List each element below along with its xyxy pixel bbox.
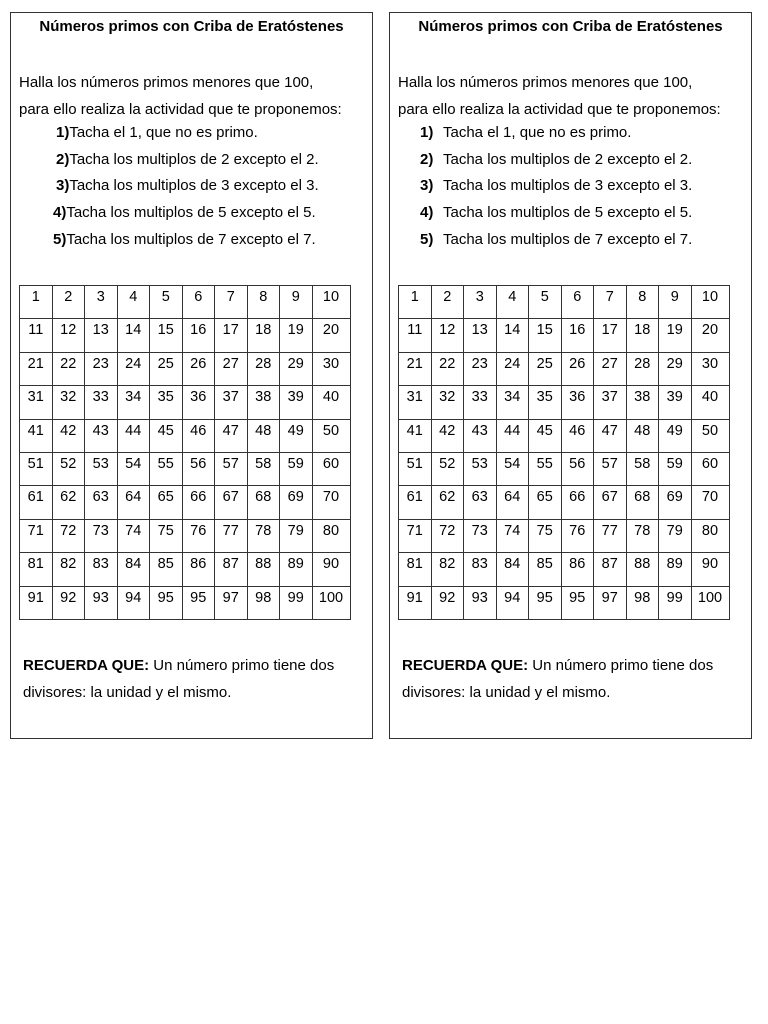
grid-cell[interactable]: 94 xyxy=(496,586,529,619)
grid-cell[interactable]: 40 xyxy=(691,386,729,419)
grid-cell[interactable]: 36 xyxy=(182,386,215,419)
step-item xyxy=(398,147,692,174)
grid-cell[interactable]: 58 xyxy=(626,452,659,485)
number-grid xyxy=(19,285,351,620)
worksheet-title: Números primos con Criba de Eratóstenes xyxy=(418,18,723,35)
grid-cell[interactable]: 4 xyxy=(496,286,529,319)
grid-cell[interactable]: 100 xyxy=(691,586,729,619)
grid-cell[interactable]: 80 xyxy=(312,519,350,552)
grid-cell[interactable]: 67 xyxy=(594,486,627,519)
grid-cell[interactable]: 7 xyxy=(215,286,248,319)
grid-cell[interactable]: 65 xyxy=(150,486,183,519)
grid-row xyxy=(399,319,730,352)
grid-cell[interactable]: 51 xyxy=(399,452,432,485)
grid-cell[interactable]: 13 xyxy=(85,319,118,352)
grid-cell[interactable]: 66 xyxy=(182,486,215,519)
grid-cell[interactable]: 32 xyxy=(52,386,85,419)
worksheet-title: Números primos con Criba de Eratóstenes xyxy=(39,18,344,35)
grid-cell[interactable]: 46 xyxy=(182,419,215,452)
grid-cell[interactable]: 42 xyxy=(431,419,464,452)
step-item xyxy=(19,173,319,200)
grid-cell[interactable]: 56 xyxy=(182,452,215,485)
grid-cell[interactable]: 70 xyxy=(691,486,729,519)
grid-cell[interactable]: 14 xyxy=(496,319,529,352)
grid-cell[interactable]: 72 xyxy=(431,519,464,552)
reminder-note xyxy=(23,652,364,706)
grid-cell[interactable]: 37 xyxy=(594,386,627,419)
grid-cell[interactable]: 33 xyxy=(85,386,118,419)
grid-cell[interactable]: 2 xyxy=(431,286,464,319)
grid-cell[interactable]: 65 xyxy=(529,486,562,519)
grid-cell[interactable]: 97 xyxy=(215,586,248,619)
grid-row xyxy=(399,286,730,319)
grid-cell[interactable]: 24 xyxy=(496,352,529,385)
step-number: 5) xyxy=(420,230,434,248)
grid-cell[interactable]: 98 xyxy=(247,586,280,619)
grid-cell[interactable]: 62 xyxy=(52,486,85,519)
grid-cell[interactable]: 85 xyxy=(150,553,183,586)
grid-cell[interactable]: 81 xyxy=(20,553,53,586)
grid-cell[interactable]: 71 xyxy=(20,519,53,552)
grid-cell[interactable]: 10 xyxy=(691,286,729,319)
reminder-text-line2: divisores: la unidad y el mismo. xyxy=(402,684,611,701)
grid-cell[interactable]: 78 xyxy=(626,519,659,552)
grid-cell[interactable]: 16 xyxy=(182,319,215,352)
step-text: Tacha los multiplos de 7 excepto el 7. xyxy=(66,230,316,248)
grid-cell[interactable]: 95 xyxy=(150,586,183,619)
grid-cell[interactable]: 34 xyxy=(117,386,150,419)
grid-cell[interactable]: 76 xyxy=(182,519,215,552)
grid-cell[interactable]: 13 xyxy=(464,319,497,352)
step-number: 3) xyxy=(420,177,434,195)
grid-cell[interactable]: 7 xyxy=(594,286,627,319)
grid-cell[interactable]: 99 xyxy=(280,586,313,619)
grid-cell[interactable]: 43 xyxy=(85,419,118,452)
grid-cell[interactable]: 93 xyxy=(464,586,497,619)
grid-cell[interactable]: 94 xyxy=(117,586,150,619)
step-item xyxy=(398,200,692,227)
step-text: Tacha el 1, que no es primo. xyxy=(443,124,632,141)
grid-cell[interactable]: 87 xyxy=(594,553,627,586)
grid-cell[interactable]: 58 xyxy=(247,452,280,485)
grid-cell[interactable]: 39 xyxy=(659,386,692,419)
step-item xyxy=(398,173,692,200)
grid-cell[interactable]: 21 xyxy=(20,352,53,385)
grid-cell[interactable]: 68 xyxy=(626,486,659,519)
reminder-text-line2: divisores: la unidad y el mismo. xyxy=(23,684,232,701)
grid-cell[interactable]: 18 xyxy=(626,319,659,352)
grid-cell[interactable]: 81 xyxy=(399,553,432,586)
grid-cell[interactable]: 44 xyxy=(117,419,150,452)
step-number: 5) xyxy=(53,230,67,248)
grid-cell[interactable]: 80 xyxy=(691,519,729,552)
grid-cell[interactable]: 20 xyxy=(691,319,729,352)
grid-cell[interactable]: 18 xyxy=(247,319,280,352)
grid-cell[interactable]: 82 xyxy=(52,553,85,586)
number-grid xyxy=(398,285,730,620)
grid-cell[interactable]: 60 xyxy=(691,452,729,485)
grid-row xyxy=(20,352,351,385)
grid-cell[interactable]: 45 xyxy=(150,419,183,452)
step-text: Tacha los multiplos de 3 excepto el 3. xyxy=(69,177,319,195)
grid-row xyxy=(20,486,351,519)
step-number: 2) xyxy=(420,150,434,168)
grid-cell[interactable]: 90 xyxy=(691,553,729,586)
grid-cell[interactable]: 83 xyxy=(85,553,118,586)
grid-row xyxy=(399,486,730,519)
grid-cell[interactable]: 41 xyxy=(399,419,432,452)
grid-cell[interactable]: 54 xyxy=(117,452,150,485)
grid-row xyxy=(399,386,730,419)
grid-cell[interactable]: 89 xyxy=(659,553,692,586)
grid-row xyxy=(399,419,730,452)
grid-cell[interactable]: 61 xyxy=(20,486,53,519)
grid-cell[interactable]: 38 xyxy=(247,386,280,419)
grid-cell[interactable]: 97 xyxy=(594,586,627,619)
grid-cell[interactable]: 9 xyxy=(659,286,692,319)
grid-cell[interactable]: 26 xyxy=(182,352,215,385)
grid-row xyxy=(20,419,351,452)
grid-cell[interactable]: 35 xyxy=(150,386,183,419)
step-item xyxy=(19,147,319,174)
grid-cell[interactable]: 62 xyxy=(431,486,464,519)
grid-cell[interactable]: 61 xyxy=(399,486,432,519)
grid-cell[interactable]: 3 xyxy=(85,286,118,319)
grid-cell[interactable]: 98 xyxy=(626,586,659,619)
grid-cell[interactable]: 34 xyxy=(496,386,529,419)
grid-cell[interactable]: 85 xyxy=(529,553,562,586)
grid-cell[interactable]: 47 xyxy=(594,419,627,452)
step-text: Tacha los multiplos de 5 excepto el 5. xyxy=(66,204,316,222)
intro-line: Halla los números primos menores que 100, xyxy=(19,74,314,91)
grid-cell[interactable]: 91 xyxy=(20,586,53,619)
grid-cell[interactable]: 73 xyxy=(85,519,118,552)
step-item xyxy=(19,120,319,147)
reminder-label: RECUERDA QUE: xyxy=(23,657,150,674)
grid-cell[interactable]: 82 xyxy=(431,553,464,586)
intro-text xyxy=(398,69,721,123)
grid-cell[interactable]: 63 xyxy=(85,486,118,519)
grid-row xyxy=(399,553,730,586)
grid-cell[interactable]: 100 xyxy=(312,586,350,619)
grid-cell[interactable]: 64 xyxy=(496,486,529,519)
grid-row xyxy=(20,519,351,552)
intro-line: Halla los números primos menores que 100, xyxy=(398,74,693,91)
grid-cell[interactable]: 84 xyxy=(117,553,150,586)
grid-row xyxy=(20,452,351,485)
grid-cell[interactable]: 24 xyxy=(117,352,150,385)
step-text: Tacha los multiplos de 5 excepto el 5. xyxy=(443,204,693,222)
grid-cell[interactable]: 95 xyxy=(561,586,594,619)
grid-cell[interactable]: 87 xyxy=(215,553,248,586)
grid-row xyxy=(20,286,351,319)
grid-cell[interactable]: 29 xyxy=(659,352,692,385)
grid-cell[interactable]: 23 xyxy=(85,352,118,385)
grid-cell[interactable]: 68 xyxy=(247,486,280,519)
grid-cell[interactable]: 43 xyxy=(464,419,497,452)
grid-row xyxy=(399,586,730,619)
grid-cell[interactable]: 99 xyxy=(659,586,692,619)
grid-cell[interactable]: 57 xyxy=(594,452,627,485)
grid-cell[interactable]: 84 xyxy=(496,553,529,586)
grid-cell[interactable]: 55 xyxy=(529,452,562,485)
grid-cell[interactable]: 72 xyxy=(52,519,85,552)
grid-cell[interactable]: 19 xyxy=(280,319,313,352)
grid-cell[interactable]: 36 xyxy=(561,386,594,419)
grid-cell[interactable]: 44 xyxy=(496,419,529,452)
grid-cell[interactable]: 86 xyxy=(561,553,594,586)
grid-cell[interactable]: 95 xyxy=(529,586,562,619)
step-text: Tacha los multiplos de 3 excepto el 3. xyxy=(443,177,693,195)
grid-cell[interactable]: 23 xyxy=(464,352,497,385)
grid-cell[interactable]: 1 xyxy=(399,286,432,319)
grid-cell[interactable]: 51 xyxy=(20,452,53,485)
grid-cell[interactable]: 1 xyxy=(20,286,53,319)
grid-cell[interactable]: 50 xyxy=(691,419,729,452)
grid-cell[interactable]: 64 xyxy=(117,486,150,519)
grid-cell[interactable]: 59 xyxy=(659,452,692,485)
step-text: Tacha los multiplos de 2 excepto el 2. xyxy=(443,150,693,168)
grid-row xyxy=(399,452,730,485)
grid-cell[interactable]: 60 xyxy=(312,452,350,485)
reminder-note xyxy=(402,652,743,706)
grid-cell[interactable]: 26 xyxy=(561,352,594,385)
worksheet-card-left xyxy=(10,12,373,739)
grid-cell[interactable]: 69 xyxy=(280,486,313,519)
grid-cell[interactable]: 2 xyxy=(52,286,85,319)
grid-cell[interactable]: 12 xyxy=(431,319,464,352)
grid-cell[interactable]: 30 xyxy=(691,352,729,385)
step-number: 2) xyxy=(56,150,70,168)
grid-cell[interactable]: 5 xyxy=(150,286,183,319)
grid-cell[interactable]: 89 xyxy=(280,553,313,586)
grid-cell[interactable]: 46 xyxy=(561,419,594,452)
reminder-text: Un número primo tiene dos xyxy=(532,657,714,674)
grid-cell[interactable]: 93 xyxy=(85,586,118,619)
step-text: Tacha los multiplos de 7 excepto el 7. xyxy=(443,230,693,248)
grid-cell[interactable]: 6 xyxy=(182,286,215,319)
grid-cell[interactable]: 4 xyxy=(117,286,150,319)
grid-cell[interactable]: 59 xyxy=(280,452,313,485)
grid-cell[interactable]: 14 xyxy=(117,319,150,352)
grid-cell[interactable]: 17 xyxy=(594,319,627,352)
grid-cell[interactable]: 48 xyxy=(626,419,659,452)
grid-cell[interactable]: 8 xyxy=(626,286,659,319)
step-text: Tacha los multiplos de 2 excepto el 2. xyxy=(69,150,319,168)
grid-cell[interactable]: 73 xyxy=(464,519,497,552)
intro-line: para ello realiza la actividad que te proponemos: xyxy=(398,101,721,118)
grid-cell[interactable]: 27 xyxy=(215,352,248,385)
grid-row xyxy=(399,352,730,385)
grid-cell[interactable]: 31 xyxy=(399,386,432,419)
grid-cell[interactable]: 25 xyxy=(529,352,562,385)
grid-cell[interactable]: 86 xyxy=(182,553,215,586)
grid-cell[interactable]: 63 xyxy=(464,486,497,519)
steps-list xyxy=(398,120,692,254)
grid-cell[interactable]: 57 xyxy=(215,452,248,485)
grid-cell[interactable]: 15 xyxy=(529,319,562,352)
intro-line: para ello realiza la actividad que te proponemos: xyxy=(19,101,342,118)
grid-cell[interactable]: 11 xyxy=(20,319,53,352)
grid-cell[interactable]: 28 xyxy=(247,352,280,385)
steps-list xyxy=(19,120,319,254)
grid-cell[interactable]: 11 xyxy=(399,319,432,352)
step-item xyxy=(19,200,319,227)
grid-cell[interactable]: 9 xyxy=(280,286,313,319)
grid-cell[interactable]: 95 xyxy=(182,586,215,619)
grid-cell[interactable]: 42 xyxy=(52,419,85,452)
step-text: Tacha el 1, que no es primo. xyxy=(69,124,258,141)
grid-cell[interactable]: 47 xyxy=(215,419,248,452)
grid-cell[interactable]: 28 xyxy=(626,352,659,385)
grid-row xyxy=(20,319,351,352)
grid-cell[interactable]: 52 xyxy=(431,452,464,485)
grid-cell[interactable]: 22 xyxy=(52,352,85,385)
grid-cell[interactable]: 29 xyxy=(280,352,313,385)
grid-cell[interactable]: 69 xyxy=(659,486,692,519)
grid-cell[interactable]: 92 xyxy=(431,586,464,619)
grid-cell[interactable]: 78 xyxy=(247,519,280,552)
grid-cell[interactable]: 75 xyxy=(150,519,183,552)
grid-cell[interactable]: 20 xyxy=(312,319,350,352)
grid-cell[interactable]: 39 xyxy=(280,386,313,419)
grid-cell[interactable]: 32 xyxy=(431,386,464,419)
grid-cell[interactable]: 52 xyxy=(52,452,85,485)
grid-cell[interactable]: 49 xyxy=(280,419,313,452)
grid-cell[interactable]: 49 xyxy=(659,419,692,452)
grid-cell[interactable]: 10 xyxy=(312,286,350,319)
grid-cell[interactable]: 40 xyxy=(312,386,350,419)
grid-cell[interactable]: 27 xyxy=(594,352,627,385)
grid-cell[interactable]: 83 xyxy=(464,553,497,586)
grid-cell[interactable]: 38 xyxy=(626,386,659,419)
grid-cell[interactable]: 41 xyxy=(20,419,53,452)
grid-cell[interactable]: 35 xyxy=(529,386,562,419)
reminder-label: RECUERDA QUE: xyxy=(402,657,529,674)
grid-cell[interactable]: 22 xyxy=(431,352,464,385)
grid-cell[interactable]: 56 xyxy=(561,452,594,485)
grid-cell[interactable]: 79 xyxy=(659,519,692,552)
grid-cell[interactable]: 77 xyxy=(594,519,627,552)
reminder-text: Un número primo tiene dos xyxy=(153,657,335,674)
grid-cell[interactable]: 6 xyxy=(561,286,594,319)
grid-cell[interactable]: 48 xyxy=(247,419,280,452)
grid-row xyxy=(20,586,351,619)
grid-cell[interactable]: 12 xyxy=(52,319,85,352)
step-number: 4) xyxy=(420,204,434,222)
grid-cell[interactable]: 75 xyxy=(529,519,562,552)
grid-cell[interactable]: 37 xyxy=(215,386,248,419)
step-item xyxy=(398,227,692,254)
grid-cell[interactable]: 53 xyxy=(464,452,497,485)
grid-cell[interactable]: 90 xyxy=(312,553,350,586)
grid-cell[interactable]: 30 xyxy=(312,352,350,385)
grid-cell[interactable]: 8 xyxy=(247,286,280,319)
grid-cell[interactable]: 25 xyxy=(150,352,183,385)
grid-cell[interactable]: 88 xyxy=(626,553,659,586)
step-item xyxy=(19,227,319,254)
grid-row xyxy=(20,386,351,419)
grid-cell[interactable]: 50 xyxy=(312,419,350,452)
grid-cell[interactable]: 5 xyxy=(529,286,562,319)
grid-cell[interactable]: 55 xyxy=(150,452,183,485)
grid-cell[interactable]: 79 xyxy=(280,519,313,552)
grid-cell[interactable]: 88 xyxy=(247,553,280,586)
step-number: 4) xyxy=(53,204,67,222)
grid-cell[interactable]: 70 xyxy=(312,486,350,519)
step-number: 3) xyxy=(56,177,70,195)
grid-cell[interactable]: 74 xyxy=(496,519,529,552)
grid-cell[interactable]: 92 xyxy=(52,586,85,619)
grid-cell[interactable]: 19 xyxy=(659,319,692,352)
grid-cell[interactable]: 66 xyxy=(561,486,594,519)
step-number: 1) xyxy=(56,124,70,141)
grid-row xyxy=(399,519,730,552)
intro-text xyxy=(19,69,342,123)
grid-cell[interactable]: 74 xyxy=(117,519,150,552)
grid-row xyxy=(20,553,351,586)
step-number: 1) xyxy=(420,124,434,141)
grid-cell[interactable]: 77 xyxy=(215,519,248,552)
step-item xyxy=(398,120,692,147)
grid-cell[interactable]: 71 xyxy=(399,519,432,552)
grid-cell[interactable]: 76 xyxy=(561,519,594,552)
grid-cell[interactable]: 33 xyxy=(464,386,497,419)
worksheet-card-right xyxy=(389,12,752,739)
grid-cell[interactable]: 91 xyxy=(399,586,432,619)
grid-cell[interactable]: 53 xyxy=(85,452,118,485)
grid-cell[interactable]: 45 xyxy=(529,419,562,452)
grid-cell[interactable]: 21 xyxy=(399,352,432,385)
grid-cell[interactable]: 16 xyxy=(561,319,594,352)
grid-cell[interactable]: 31 xyxy=(20,386,53,419)
grid-cell[interactable]: 67 xyxy=(215,486,248,519)
grid-cell[interactable]: 3 xyxy=(464,286,497,319)
grid-cell[interactable]: 17 xyxy=(215,319,248,352)
grid-cell[interactable]: 15 xyxy=(150,319,183,352)
grid-cell[interactable]: 54 xyxy=(496,452,529,485)
